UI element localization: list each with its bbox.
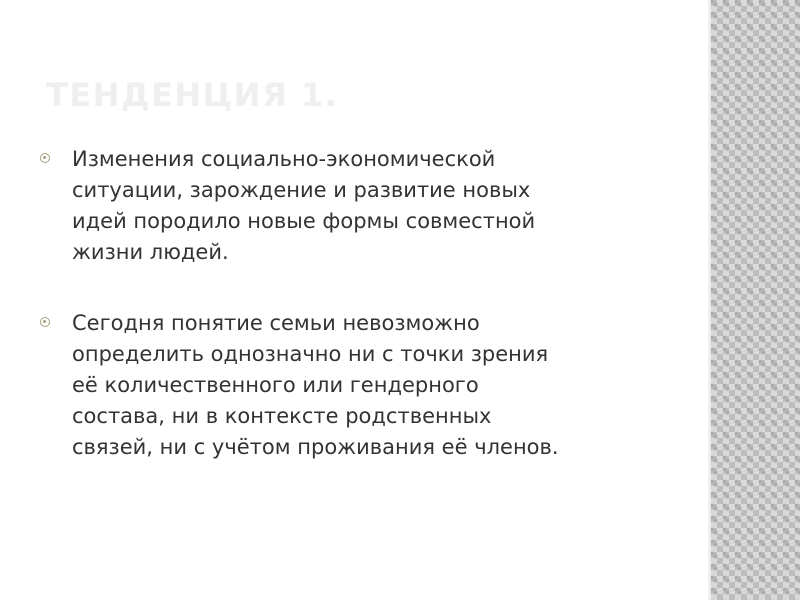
decorative-side-strip <box>711 0 800 600</box>
bullet-line: ситуации, зарождение и развитие новых <box>72 178 531 202</box>
bullet-list <box>40 144 680 503</box>
ring-bullet-icon <box>40 317 50 327</box>
bullet-line: связей, ни с учётом проживания её членов. <box>72 435 559 459</box>
bullet-line: её количественного или гендерного <box>72 373 479 397</box>
bullet-line: состава, ни в контексте родственных <box>72 404 492 428</box>
bullet-item-2 <box>40 308 680 463</box>
bullet-line: жизни людей. <box>72 240 229 264</box>
bullet-line: идей породило новые формы совместной <box>72 209 536 233</box>
bullet-item-1 <box>40 144 680 268</box>
bullet-line: Сегодня понятие семьи невозможно <box>72 311 480 335</box>
slide-title: ТЕНДЕНЦИЯ 1. <box>46 76 339 114</box>
ring-bullet-icon <box>40 153 50 163</box>
bullet-line: определить однозначно ни с точки зрения <box>72 342 549 366</box>
bullet-line: Изменения социально-экономической <box>72 147 496 171</box>
